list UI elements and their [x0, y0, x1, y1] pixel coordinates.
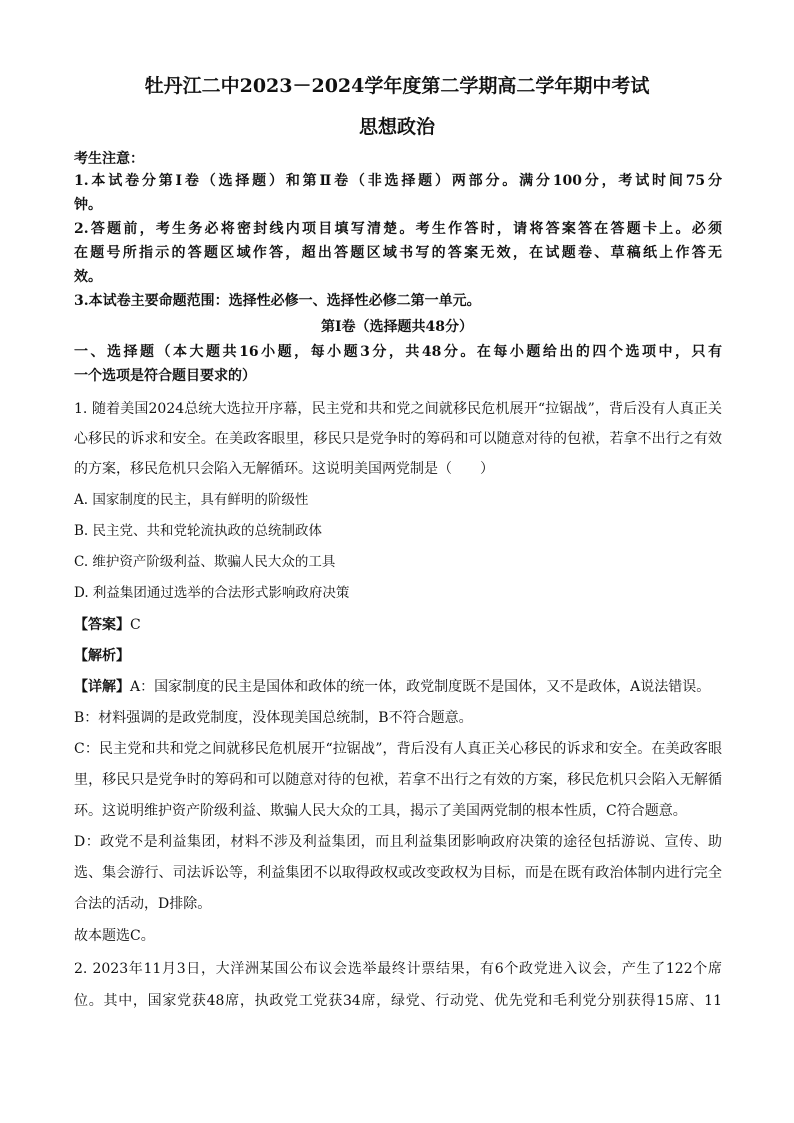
analysis-line [74, 647, 722, 665]
question-stem: 心移民的诉求和安全。在美政客眼里，移民只是党争时的筹码和可以随意对待的包袱，若拿不出行之有效 [74, 431, 722, 447]
notice-line: 钟。 [74, 197, 102, 213]
answer-line [74, 616, 722, 634]
explanation-line: 合法的活动，D排除。 [74, 896, 212, 912]
notice-heading: 考生注意： [74, 151, 144, 167]
subject-title: 思想政治 [358, 116, 435, 138]
explanation-line: C：民主党和共和党之间就移民危机展开“拉锯战”，背后没有人真正关心移民的诉求和安全。在美政客眼 [74, 741, 722, 757]
explanation-line: 里，移民只是党争时的筹码和可以随意对待的包袱，若拿不出行之有效的方案，移民危机只会陷入无解循 [74, 772, 722, 788]
question-stem: 的方案，移民危机只会陷入无解循环。这说明美国两党制是（ ） [74, 461, 494, 477]
analysis-label: 【 解析 】 [74, 648, 130, 664]
notice-line: 在题号所指示的答题区域作答，超出答题区域书写的答案无效，在试题卷、草稿纸上作答无 [74, 245, 722, 261]
explanation-line: 环。这说明维护资产阶级利益、欺骗人民大众的工具，揭示了美国两党制的根本性质，C符合题意。 [74, 803, 687, 819]
exam-title: 牡丹江二中2023－2024学年度第二学期高二学年期中考试 [144, 75, 650, 97]
explanation-line: D：政党不是利益集团，材料不涉及利益集团，而且利益集团影响政府决策的途径包括游说、宣传、助 [74, 834, 722, 850]
detail-line [74, 678, 722, 696]
section-heading: 一、选择题（本大题共16小题，每小题3分，共48分。在每小题给出的四个选项中，只有 [74, 344, 722, 360]
option-d: D. 利益集团通过选举的合法形式影响政府决策 [74, 585, 350, 601]
notice-line: 2.答题前，考生务必将密封线内项目填写清楚。考生作答时，请将答案答在答题卡上。必须 [74, 221, 722, 237]
question-stem: 2. 2023年11月3日，大洋洲某国公布议会选举最终计票结果，有6个政党进入议会，产生了122个席 [74, 961, 722, 977]
answer-value: C [130, 617, 141, 633]
option-c: C. 维护资产阶级利益、欺骗人民大众的工具 [74, 554, 336, 570]
detail-label: 【 详解 】 [74, 679, 130, 695]
question-stem: 位。其中，国家党获48席，执政党工党获34席，绿党、行动党、优先党和毛利党分别获得15席、11 [74, 993, 722, 1009]
option-b: B. 民主党、共和党轮流执政的总统制政体 [74, 523, 323, 539]
notice-line: 3.本试卷主要命题范围：选择性必修一、选择性必修二第一单元。 [74, 293, 481, 309]
explanation-line: 选、集会游行、司法诉讼等，利益集团不以取得政权或改变政权为目标，而是在既有政治体制内进行完全 [74, 865, 722, 881]
part-title: 第Ⅰ卷（选择题共48分） [320, 319, 474, 335]
explanation-line: B：材料强调的是政党制度，没体现美国总统制，B不符合题意。 [74, 710, 473, 726]
option-a: A. 国家制度的民主，具有鲜明的阶级性 [74, 492, 309, 508]
question-stem: 1. 随着美国2024总统大选拉开序幕，民主党和共和党之间就移民危机展开“拉锯战”，背后没有人真正关 [74, 401, 722, 417]
notice-line: 1.本试卷分第Ⅰ卷（选择题）和第Ⅱ卷（非选择题）两部分。满分100分，考试时间75分 [74, 173, 722, 189]
explanation-text: A：国家制度的民主是国体和政体的统一体，政党制度既不是国体，又不是政体，A说法错误。 [130, 679, 711, 695]
answer-label: 【 答案 】 [74, 617, 130, 633]
notice-line: 效。 [74, 269, 102, 285]
explanation-line: 故本题选C。 [74, 928, 155, 944]
section-heading: 一个选项是符合题目要求的） [74, 368, 256, 384]
